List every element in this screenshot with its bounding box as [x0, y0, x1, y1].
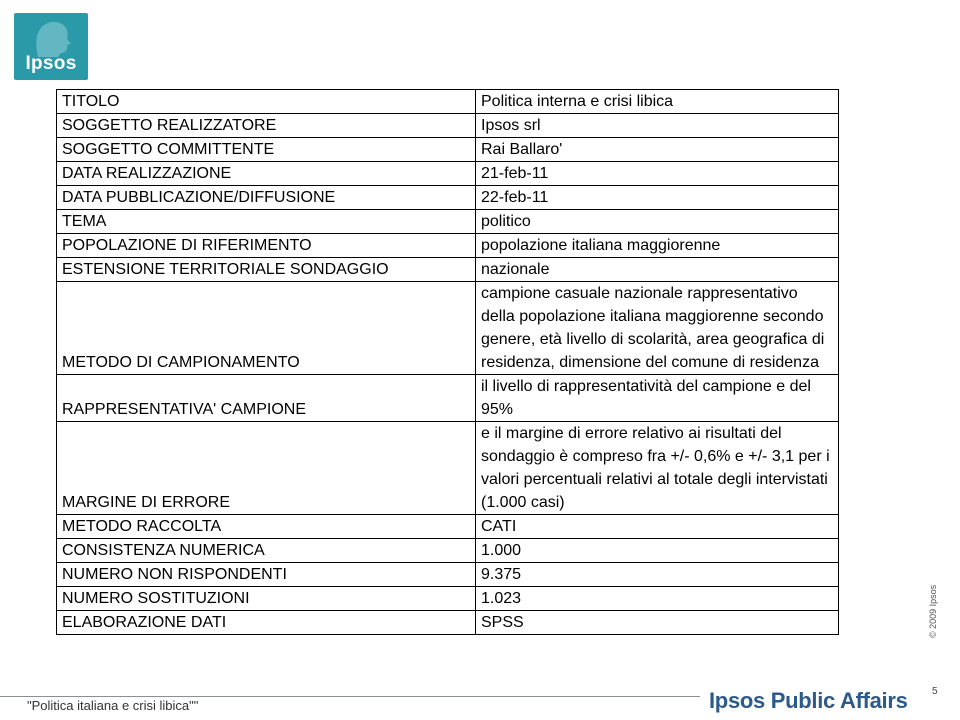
row-value: 1.000 [476, 539, 839, 563]
row-value: 9.375 [476, 563, 839, 587]
logo-text: Ipsos [25, 53, 77, 74]
row-value: Politica interna e crisi libica [476, 90, 839, 114]
row-value: 1.023 [476, 587, 839, 611]
row-label: RAPPRESENTATIVA' CAMPIONE [57, 375, 476, 422]
row-label: METODO DI CAMPIONAMENTO [57, 282, 476, 375]
row-value: campione casuale nazionale rappresentativo della popolazione italiana maggiorenne secondo genere, età livello di scolarità, area geografica di residenza, dimensione del comune di residenza [476, 282, 839, 375]
row-value: SPSS [476, 611, 839, 635]
table-row [57, 234, 839, 258]
table-row [57, 422, 839, 515]
table-row [57, 282, 839, 375]
row-label: TEMA [57, 210, 476, 234]
brand-name: Ipsos Public Affairs [709, 688, 908, 713]
row-label: DATA PUBBLICAZIONE/DIFFUSIONE [57, 186, 476, 210]
ipsos-logo [14, 13, 88, 80]
row-label: SOGGETTO REALIZZATORE [57, 114, 476, 138]
table-row [57, 611, 839, 635]
table-row [57, 587, 839, 611]
copyright-notice: © 2009 Ipsos [928, 584, 938, 638]
table-row [57, 258, 839, 282]
table-row [57, 114, 839, 138]
table-row [57, 90, 839, 114]
footer-title: "Politica italiana e crisi libica"" [27, 698, 199, 713]
row-label: NUMERO SOSTITUZIONI [57, 587, 476, 611]
row-label: POPOLAZIONE DI RIFERIMENTO [57, 234, 476, 258]
survey-info-table [56, 89, 839, 635]
table-row [57, 375, 839, 422]
row-value: popolazione italiana maggiorenne [476, 234, 839, 258]
table-row [57, 210, 839, 234]
row-label: NUMERO NON RISPONDENTI [57, 563, 476, 587]
row-label: ELABORAZIONE DATI [57, 611, 476, 635]
table-row [57, 563, 839, 587]
row-label: ESTENSIONE TERRITORIALE SONDAGGIO [57, 258, 476, 282]
table-row [57, 186, 839, 210]
survey-info-table-body [57, 90, 839, 635]
table-row [57, 539, 839, 563]
row-label: METODO RACCOLTA [57, 515, 476, 539]
row-label: TITOLO [57, 90, 476, 114]
row-value: il livello di rappresentatività del campione e del 95% [476, 375, 839, 422]
row-value: Ipsos srl [476, 114, 839, 138]
row-value: e il margine di errore relativo ai risultati del sondaggio è compreso fra +/- 0,6% e +/- 3,1 per i valori percentuali relativi al totale degli intervistati (1.000 casi) [476, 422, 839, 515]
table-row [57, 162, 839, 186]
table-row [57, 515, 839, 539]
row-value: nazionale [476, 258, 839, 282]
footer-divider [0, 696, 700, 697]
page-number: 5 [932, 686, 938, 697]
row-value: politico [476, 210, 839, 234]
row-value: 21-feb-11 [476, 162, 839, 186]
row-label: CONSISTENZA NUMERICA [57, 539, 476, 563]
row-value: CATI [476, 515, 839, 539]
table-row [57, 138, 839, 162]
row-label: DATA REALIZZAZIONE [57, 162, 476, 186]
row-value: Rai Ballaro' [476, 138, 839, 162]
row-label: SOGGETTO COMMITTENTE [57, 138, 476, 162]
row-label: MARGINE DI ERRORE [57, 422, 476, 515]
row-value: 22-feb-11 [476, 186, 839, 210]
